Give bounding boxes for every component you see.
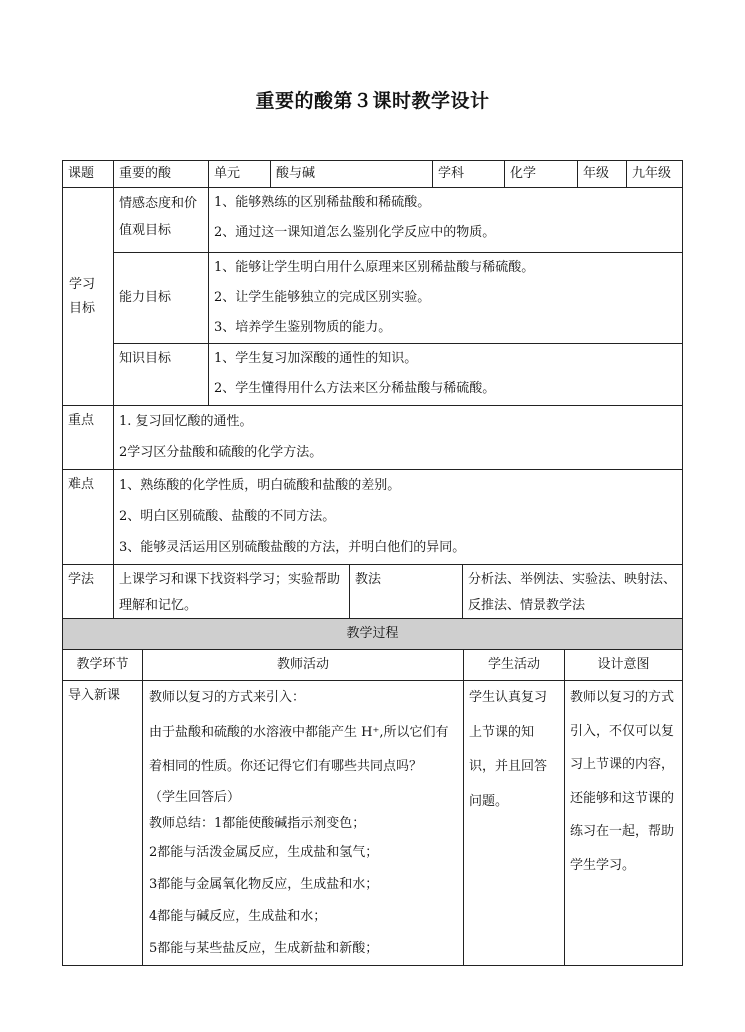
teacher-line: 2都能与活泼金属反应，生成盐和氢气； (149, 844, 379, 860)
goal-item: 2、让学生能够独立的完成区别实验。 (214, 290, 431, 305)
goals-table (62, 187, 683, 406)
process-table (62, 618, 683, 966)
goal-item: 1、学生复习加深酸的通性的知识。 (214, 351, 418, 366)
unit-value: 酸与碱 (271, 161, 433, 188)
topic-value: 重要的酸 (114, 161, 209, 188)
teacher-line: 5都能与某些盐反应，生成新盐和新酸； (149, 940, 379, 956)
goal-group-items (209, 344, 683, 406)
col-teacher-header: 教师活动 (143, 650, 464, 681)
step-cell: 导入新课 (63, 681, 143, 966)
keypoints-label: 重点 (63, 406, 114, 470)
subject-label: 学科 (433, 161, 505, 188)
process-header: 教学过程 (63, 619, 683, 650)
unit-label: 单元 (209, 161, 271, 188)
goal-item: 1、能够熟练的区别稀盐酸和稀硫酸。 (214, 195, 431, 210)
design-intent (565, 681, 683, 966)
teacher-line: 4都能与碱反应，生成盐和水； (149, 908, 327, 924)
goal-group-items (209, 253, 683, 344)
topic-label: 课题 (63, 161, 114, 188)
teacher-activity (143, 681, 464, 966)
keypoints-items (114, 406, 683, 470)
student-text: 学生认真复习上节课的知识，并且回答问题。 (469, 690, 548, 809)
grade-label: 年级 (578, 161, 627, 188)
goal-item: 2、学生懂得用什么方法来区分稀盐酸与稀硫酸。 (214, 381, 496, 396)
teacher-line: 教师总结：1都能使酸碱指示剂变色； (149, 815, 366, 831)
teach-method-value: 分析法、举例法、实验法、映射法、反推法、情景教学法 (463, 565, 683, 620)
goal-group-name: 情感态度和价值观目标 (114, 188, 209, 253)
difficulties-label: 难点 (63, 470, 114, 565)
methods-table (62, 564, 683, 620)
keypoints-table (62, 405, 683, 565)
student-activity (464, 681, 565, 966)
difficulty-item: 1、熟练酸的化学性质，明白硫酸和盐酸的差别。 (119, 478, 401, 493)
page-title: 重要的酸第３课时教学设计 (255, 90, 490, 112)
goal-item: 1、能够让学生明白用什么原理来区别稀盐酸与稀硫酸。 (214, 260, 535, 275)
learn-method-label: 学法 (63, 565, 114, 620)
difficulty-item: 3、能够灵活运用区别硫酸盐酸的方法，并明白他们的异同。 (119, 540, 466, 555)
subject-value: 化学 (505, 161, 578, 188)
col-intent-header: 设计意图 (565, 650, 683, 681)
learn-method-value: 上课学习和课下找资料学习；实验帮助理解和记忆。 (114, 565, 350, 620)
teacher-line: 3都能与金属氧化物反应，生成盐和水； (149, 876, 379, 892)
keypoint-item: 2学习区分盐酸和硫酸的化学方法。 (119, 445, 323, 460)
teacher-line: 教师以复习的方式来引入： (149, 690, 306, 705)
col-student-header: 学生活动 (464, 650, 565, 681)
col-step-header: 教学环节 (63, 650, 143, 681)
info-table (62, 160, 683, 188)
teacher-line: 由于盐酸和硫酸的水溶液中都能产生 H⁺,所以它们有着相同的性质。你还记得它们有哪些共同点吗？ (149, 724, 449, 774)
difficulty-item: 2、明白区别硫酸、盐酸的不同方法。 (119, 509, 336, 524)
goals-label: 学习目标 (63, 188, 114, 406)
goal-group-name: 知识目标 (114, 344, 209, 406)
intent-text: 教师以复习的方式引入，不仅可以复习上节课的内容，还能够和这节课的练习在一起，帮助学生学习。 (570, 690, 675, 873)
goal-group-items (209, 188, 683, 253)
grade-value: 九年级 (627, 161, 683, 188)
difficulties-items (114, 470, 683, 565)
keypoint-item: 1. 复习回忆酸的通性。 (119, 414, 253, 429)
goal-item: 2、通过这一课知道怎么鉴别化学反应中的物质。 (214, 225, 496, 240)
teacher-line: （学生回答后） (149, 789, 241, 805)
teach-method-label: 教法 (350, 565, 463, 620)
goal-group-name: 能力目标 (114, 253, 209, 344)
goal-item: 3、培养学生鉴别物质的能力。 (214, 320, 392, 335)
